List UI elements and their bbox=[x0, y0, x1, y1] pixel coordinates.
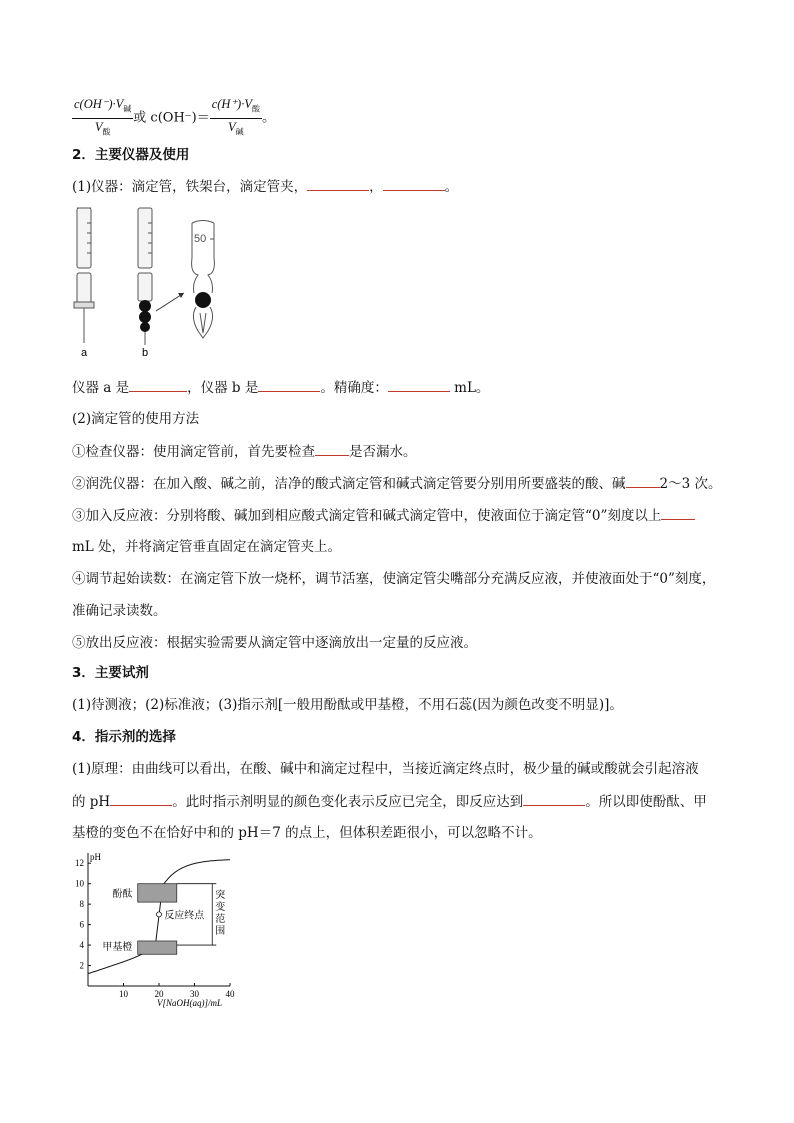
burette-figure bbox=[72, 203, 257, 363]
y-tick-label: 4 bbox=[79, 940, 84, 951]
right-numerator: c(H⁺)·V bbox=[211, 97, 252, 111]
right-denominator: V bbox=[228, 119, 236, 134]
y-tick-label: 8 bbox=[79, 899, 84, 910]
y-tick-label: 12 bbox=[75, 858, 84, 869]
step-2 bbox=[72, 473, 721, 494]
burette-b-label: b bbox=[142, 347, 149, 359]
right-numerator-sub: 酸 bbox=[251, 104, 260, 114]
left-numerator: c(OH⁻)·V bbox=[74, 97, 124, 111]
step-4: ④调节起始读数：在滴定管下放一烧杯，调节活塞，使滴定管尖嘴部分充满反应液，并使液面处于“0”刻度， bbox=[72, 571, 716, 587]
jump-range-char: 变 bbox=[215, 901, 226, 913]
blank-instrument-2 bbox=[383, 176, 445, 191]
blank-step-1 bbox=[315, 441, 349, 456]
step-1-b: 是否漏水。 bbox=[349, 444, 417, 460]
blank-endpoint bbox=[523, 791, 585, 806]
burette-a-top bbox=[74, 208, 94, 343]
step-1 bbox=[72, 441, 417, 462]
section-3-title: 3．主要试剂 bbox=[72, 665, 149, 681]
fraction-left bbox=[72, 96, 133, 140]
step-2-b: 2～3 次。 bbox=[659, 476, 722, 492]
section-4-title: 4．指示剂的选择 bbox=[72, 729, 176, 745]
step-3-b: mL 处，并将滴定管垂直固定在滴定管夹上。 bbox=[72, 539, 342, 555]
endpoint-label: 反应终点 bbox=[164, 910, 205, 922]
methyl-orange-range-box bbox=[138, 941, 177, 954]
phenolphthalein-range-box bbox=[138, 884, 177, 902]
section-2-title: 2．主要仪器及使用 bbox=[72, 147, 190, 163]
blank-step-3 bbox=[661, 505, 695, 520]
x-tick-label: 20 bbox=[154, 989, 164, 999]
formula-end: 。 bbox=[261, 109, 276, 126]
y-axis-label: pH bbox=[90, 852, 101, 862]
right-denominator-sub: 碱 bbox=[235, 127, 244, 136]
blank-ph bbox=[110, 791, 172, 806]
p2-b: ，仪器 b 是 bbox=[187, 380, 259, 396]
sec2-p3: (2)滴定管的使用方法 bbox=[72, 411, 200, 427]
step-3 bbox=[72, 505, 695, 526]
y-tick-label: 10 bbox=[75, 878, 84, 889]
zoom-mark: 50 bbox=[194, 233, 207, 245]
x-tick-label: 10 bbox=[119, 989, 128, 999]
arrow-head bbox=[178, 293, 184, 298]
p2-a: 仪器 a 是 bbox=[72, 380, 130, 396]
blank-instrument-a bbox=[129, 377, 187, 392]
blank-step-2 bbox=[626, 473, 660, 488]
chart-axes bbox=[88, 853, 230, 986]
endpoint-marker bbox=[157, 912, 162, 917]
step-2-a: ②润洗仪器：在加入酸、碱之前，洁净的酸式滴定管和碱式滴定管要分别用所要盛装的酸、碱 bbox=[72, 476, 626, 492]
left-denominator-sub: 酸 bbox=[102, 127, 111, 136]
chart-ticks bbox=[75, 858, 235, 999]
p2-a4: 的 pH bbox=[72, 794, 111, 810]
sec4-p2 bbox=[72, 791, 707, 812]
jump-range-char: 围 bbox=[215, 925, 226, 937]
step-4-b: 准确记录读数。 bbox=[72, 603, 167, 619]
glass-bead bbox=[195, 292, 211, 308]
blank-instrument-b bbox=[258, 377, 320, 392]
blank-precision bbox=[388, 377, 450, 392]
burette-a-label: a bbox=[81, 347, 88, 359]
y-tick-label: 6 bbox=[79, 919, 84, 930]
sec2-p1-text: (1)仪器：滴定管，铁架台，滴定管夹， bbox=[72, 179, 308, 195]
p2-c: 。精确度： bbox=[320, 380, 388, 396]
end-mark: 。 bbox=[444, 179, 459, 195]
methyl-orange-label: 甲基橙 bbox=[102, 942, 133, 954]
sec2-p2 bbox=[72, 377, 489, 398]
left-denominator: V bbox=[94, 119, 103, 134]
rubber-tube bbox=[139, 300, 151, 332]
formula-line bbox=[72, 96, 275, 140]
chart-annotations bbox=[102, 884, 225, 955]
step-3-a: ③加入反应液：分别将酸、碱加到相应酸式滴定管和碱式滴定管中，使液面位于滴定管“0”刻度以上 bbox=[72, 508, 662, 524]
sec4-p1: (1)原理：由曲线可以看出，在酸、碱中和滴定过程中，当接近滴定终点时，极少量的碱或酸就会引起溶液 bbox=[72, 761, 699, 777]
phenolphthalein-label: 酚酞 bbox=[112, 888, 133, 900]
x-tick-label: 30 bbox=[190, 989, 199, 999]
x-axis-label: V[NaOH(aq)]/mL bbox=[157, 998, 223, 1008]
left-numerator-sub: 碱 bbox=[123, 104, 132, 114]
p2-b4: 。此时指示剂明显的颜色变化表示反应已完全，即反应达到 bbox=[172, 794, 524, 810]
y-tick-label: 2 bbox=[79, 960, 84, 971]
p2-d: mL。 bbox=[449, 380, 490, 396]
sec3-p1: (1)待测液；(2)标准液；(3)指示剂[一般用酚酞或甲基橙，不用石蕊(因为颜色改变不明显)]。 bbox=[72, 697, 623, 713]
sec4-p3: 基橙的变色不在恰好中和的 pH＝7 的点上，但体积差距很小，可以忽略不计。 bbox=[72, 825, 542, 841]
jump-range-char: 突 bbox=[215, 889, 226, 901]
p2-c4: 。所以即使酚酞、甲 bbox=[585, 794, 707, 810]
blank-instrument-1 bbox=[307, 176, 369, 191]
jump-range-char: 范 bbox=[215, 913, 226, 925]
formula-mid: 或 c(OH⁻)＝ bbox=[133, 110, 210, 126]
sep: ， bbox=[369, 179, 383, 195]
x-tick-label: 40 bbox=[225, 989, 235, 999]
fraction-right bbox=[210, 96, 262, 140]
step-1-a: ①检查仪器：使用滴定管前，首先要检查 bbox=[72, 444, 315, 460]
sec2-p1 bbox=[72, 176, 458, 197]
titration-chart bbox=[70, 848, 250, 1010]
step-5: ⑤放出反应液：根据实验需要从滴定管中逐滴放出一定量的反应液。 bbox=[72, 635, 477, 651]
